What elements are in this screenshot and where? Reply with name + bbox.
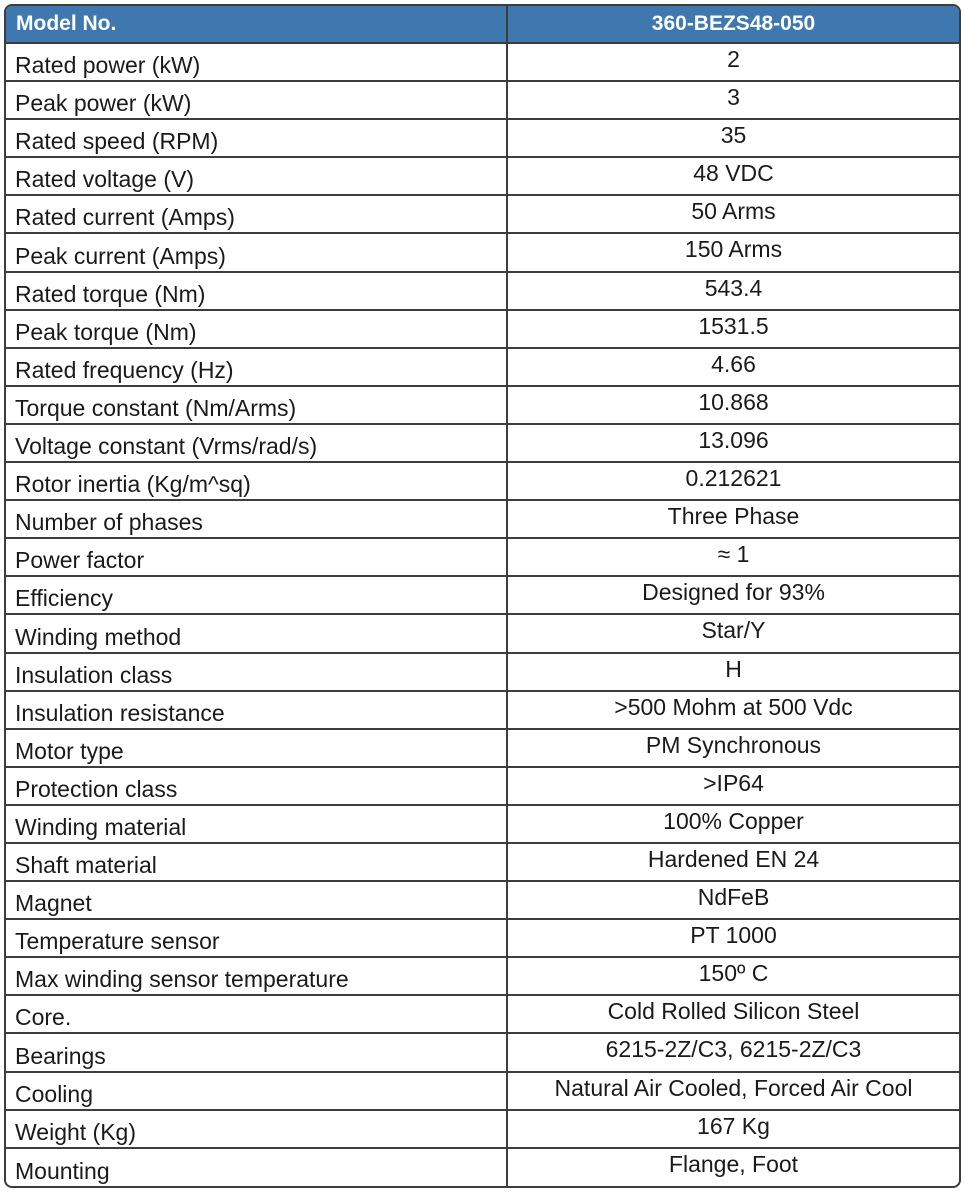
spec-row: [6, 1072, 959, 1110]
spec-label: Motor type: [6, 729, 507, 767]
spec-label: Rated frequency (Hz): [6, 348, 507, 386]
spec-row: [6, 233, 959, 271]
header-model-number: 360-BEZS48-050: [507, 6, 959, 43]
spec-label: Peak power (kW): [6, 81, 507, 119]
spec-row: [6, 500, 959, 538]
spec-label: Rated speed (RPM): [6, 119, 507, 157]
spec-value: Cold Rolled Silicon Steel: [507, 995, 959, 1033]
spec-value: 48 VDC: [507, 157, 959, 195]
spec-row: [6, 462, 959, 500]
spec-value: 150 Arms: [507, 233, 959, 271]
spec-row: [6, 157, 959, 195]
spec-table-container: [4, 4, 961, 1188]
spec-label: Efficiency: [6, 576, 507, 614]
spec-row: [6, 653, 959, 691]
spec-value: 543.4: [507, 272, 959, 310]
spec-row: [6, 691, 959, 729]
spec-label: Protection class: [6, 767, 507, 805]
spec-value: ≈ 1: [507, 538, 959, 576]
spec-row: [6, 614, 959, 652]
spec-label: Peak current (Amps): [6, 233, 507, 271]
spec-value: 0.212621: [507, 462, 959, 500]
spec-label: Rated torque (Nm): [6, 272, 507, 310]
spec-row: [6, 1110, 959, 1148]
spec-table-header: [6, 6, 959, 43]
spec-value: 2: [507, 43, 959, 81]
spec-value: Flange, Foot: [668, 1150, 799, 1177]
spec-table: [6, 6, 959, 1186]
spec-row: [6, 957, 959, 995]
spec-label: Bearings: [6, 1033, 507, 1071]
spec-row: [6, 310, 959, 348]
spec-value: 13.096: [507, 424, 959, 462]
spec-value: Hardened EN 24: [507, 843, 959, 881]
spec-value: 35: [507, 119, 959, 157]
spec-row: [6, 538, 959, 576]
spec-label: Weight (Kg): [6, 1110, 507, 1148]
spec-label: Voltage constant (Vrms/rad/s): [6, 424, 507, 462]
spec-value: 10.868: [507, 386, 959, 424]
spec-row: [6, 919, 959, 957]
spec-value: 150º C: [507, 957, 959, 995]
header-row: [6, 6, 959, 43]
spec-row: [6, 81, 959, 119]
spec-label: Power factor: [6, 538, 507, 576]
spec-value: Three Phase: [507, 500, 959, 538]
spec-label: Winding method: [6, 614, 507, 652]
spec-value: >IP64: [507, 767, 959, 805]
header-label: Model No.: [6, 6, 507, 43]
spec-label: Rated current (Amps): [6, 195, 507, 233]
spec-value: >500 Mohm at 500 Vdc: [507, 691, 959, 729]
spec-label: Rated voltage (V): [6, 157, 507, 195]
spec-label: Rotor inertia (Kg/m^sq): [6, 462, 507, 500]
spec-row: [6, 272, 959, 310]
spec-row: [6, 1148, 959, 1186]
spec-value: 3: [507, 81, 959, 119]
spec-label: Cooling: [6, 1072, 507, 1110]
spec-value: 100% Copper: [507, 805, 959, 843]
spec-row: [6, 576, 959, 614]
spec-row: [6, 424, 959, 462]
spec-label: Temperature sensor: [6, 919, 507, 957]
spec-row: [6, 195, 959, 233]
spec-label: Max winding sensor temperature: [6, 957, 507, 995]
spec-row: [6, 881, 959, 919]
spec-label: Magnet: [6, 881, 507, 919]
spec-label: Winding material: [6, 805, 507, 843]
spec-label: Mounting: [6, 1148, 507, 1186]
spec-row: [6, 386, 959, 424]
spec-value: PT 1000: [507, 919, 959, 957]
spec-row: [6, 348, 959, 386]
spec-row: [6, 805, 959, 843]
spec-value: PM Synchronous: [507, 729, 959, 767]
spec-table-body: [6, 43, 959, 1186]
spec-label: Peak torque (Nm): [6, 310, 507, 348]
spec-label: Insulation resistance: [6, 691, 507, 729]
spec-row: [6, 43, 959, 81]
spec-value: NdFeB: [507, 881, 959, 919]
spec-label: Torque constant (Nm/Arms): [6, 386, 507, 424]
spec-value: 167 Kg: [507, 1110, 959, 1148]
spec-row: [6, 1033, 959, 1071]
spec-value: 50 Arms: [507, 195, 959, 233]
spec-row: [6, 843, 959, 881]
spec-label: Number of phases: [6, 500, 507, 538]
spec-value: H: [507, 653, 959, 691]
spec-row: [6, 729, 959, 767]
spec-label: Core.: [6, 995, 507, 1033]
spec-value: Star/Y: [507, 614, 959, 652]
spec-value: Natural Air Cooled, Forced Air Cool: [507, 1072, 959, 1110]
spec-row: [6, 995, 959, 1033]
spec-row: [6, 119, 959, 157]
spec-value: 1531.5: [507, 310, 959, 348]
spec-value: Designed for 93%: [507, 576, 959, 614]
spec-label: Insulation class: [6, 653, 507, 691]
spec-value: 4.66: [507, 348, 959, 386]
spec-row: [6, 767, 959, 805]
spec-label: Shaft material: [6, 843, 507, 881]
spec-value: 6215-2Z/C3, 6215-2Z/C3: [507, 1033, 959, 1071]
spec-label: Rated power (kW): [6, 43, 507, 81]
